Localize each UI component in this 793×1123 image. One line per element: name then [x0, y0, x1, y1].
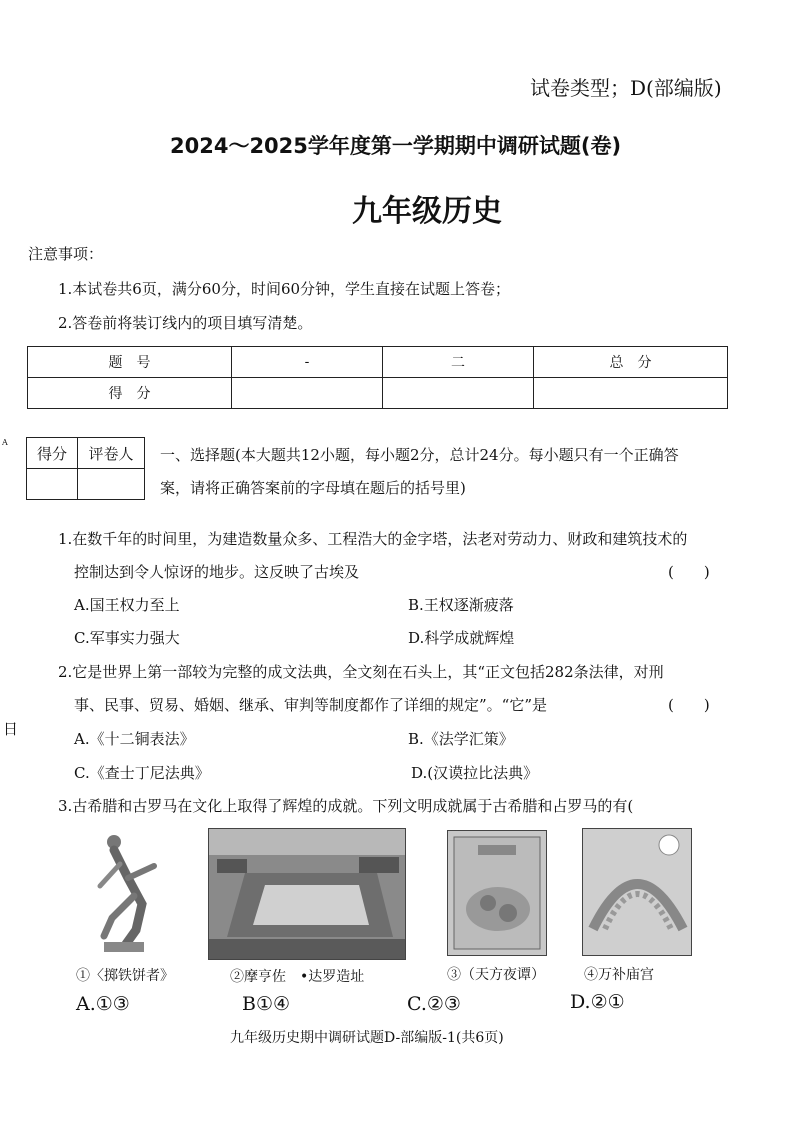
q1-option-c: C.军事实力强大: [74, 629, 180, 647]
margin-mark-a: A: [2, 438, 8, 447]
score-row-label: 得 分: [28, 378, 232, 409]
score-cell[interactable]: [534, 378, 728, 409]
score-cell[interactable]: [383, 378, 534, 409]
q1-option-b: B.王权逐渐疲落: [408, 596, 514, 614]
image-caption: ①〈掷铁饼者》: [76, 968, 174, 984]
score-header-question: 题 号: [28, 347, 232, 378]
note-item: 2.答卷前将装订线内的项目填写清楚。: [58, 314, 313, 332]
grader-score-label: 得分: [27, 438, 78, 469]
q3-option-a: A.①③: [76, 993, 130, 1015]
margin-mark-ri: 日: [3, 720, 19, 738]
grader-score-cell[interactable]: [27, 469, 78, 500]
image-caption: ②摩亨佐 •达罗造址: [230, 969, 365, 985]
q3-stem: 3.古希腊和古罗马在文化上取得了辉煌的成就。下列文明成就属于古希腊和占罗马的有(: [58, 797, 634, 815]
q2-answer-bracket[interactable]: ( ): [668, 696, 710, 714]
mohenjo-daro-ruins-image: [208, 828, 406, 960]
exam-title: 2024～2025学年度第一学期期中调研试题(卷): [170, 134, 622, 158]
q1-answer-bracket[interactable]: ( ): [668, 563, 710, 581]
q2-option-a: A.《十二铜表法》: [74, 730, 195, 748]
q2-option-c: C.《查士丁尼法典》: [74, 764, 210, 782]
discobolus-image: [90, 826, 170, 956]
q2-stem-cont: 事、民事、贸易、婚姻、继承、审判等制度都作了详细的规定”。“它”是: [74, 696, 548, 714]
section1-instructions-cont: 案，请将正确答案前的字母填在题后的括号里): [160, 479, 466, 497]
score-cell[interactable]: [232, 378, 383, 409]
q2-option-d: D.(汉谟拉比法典》: [411, 764, 539, 782]
q2-stem: 2.它是世界上第一部较为完整的成文法典，全文刻在石头上，其“正文包括282条法律，对刑: [58, 663, 664, 681]
grader-name-cell[interactable]: [78, 469, 145, 500]
grader-name-label: 评卷人: [78, 438, 145, 469]
pantheon-image: [582, 828, 692, 956]
arabian-nights-image: [447, 830, 547, 956]
score-header-total: 总 分: [534, 347, 728, 378]
score-table: [27, 346, 728, 409]
paper-type: 试卷类型；D(部编版): [530, 76, 722, 100]
image-caption: ③（天方夜谭）: [447, 967, 545, 983]
q1-option-d: D.科学成就辉煌: [408, 629, 515, 647]
score-header-part1: -: [232, 347, 383, 378]
score-header-part2: 二: [383, 347, 534, 378]
q1-stem: 1.在数千年的时间里，为建造数量众多、工程浩大的金字塔，法老对劳动力、财政和建筑技术的: [58, 530, 688, 548]
image-caption: ④万补庙宫: [584, 967, 654, 983]
q1-stem-cont: 控制达到令人惊讶的地步。这反映了古埃及: [74, 563, 360, 581]
page-footer: 九年级历史期中调研试题D-部编版-1(共6页): [230, 1030, 504, 1046]
subject-title: 九年级历史: [352, 194, 502, 229]
note-item: 1.本试卷共6页，满分60分，时间60分钟，学生直接在试题上答卷；: [58, 280, 511, 298]
q2-option-b: B.《法学汇策》: [408, 730, 514, 748]
q1-option-a: A.国王权力至上: [74, 596, 180, 614]
grader-box: [26, 437, 145, 500]
q3-option-b: B①④: [242, 993, 291, 1015]
q3-option-c: C.②③: [407, 993, 461, 1015]
section1-instructions: 一、选择题(本大题共12小题，每小题2分，总计24分。每小题只有一个正确答: [160, 446, 679, 464]
q3-option-d: D.②①: [570, 991, 625, 1013]
notes-heading: 注意事项：: [28, 245, 104, 263]
